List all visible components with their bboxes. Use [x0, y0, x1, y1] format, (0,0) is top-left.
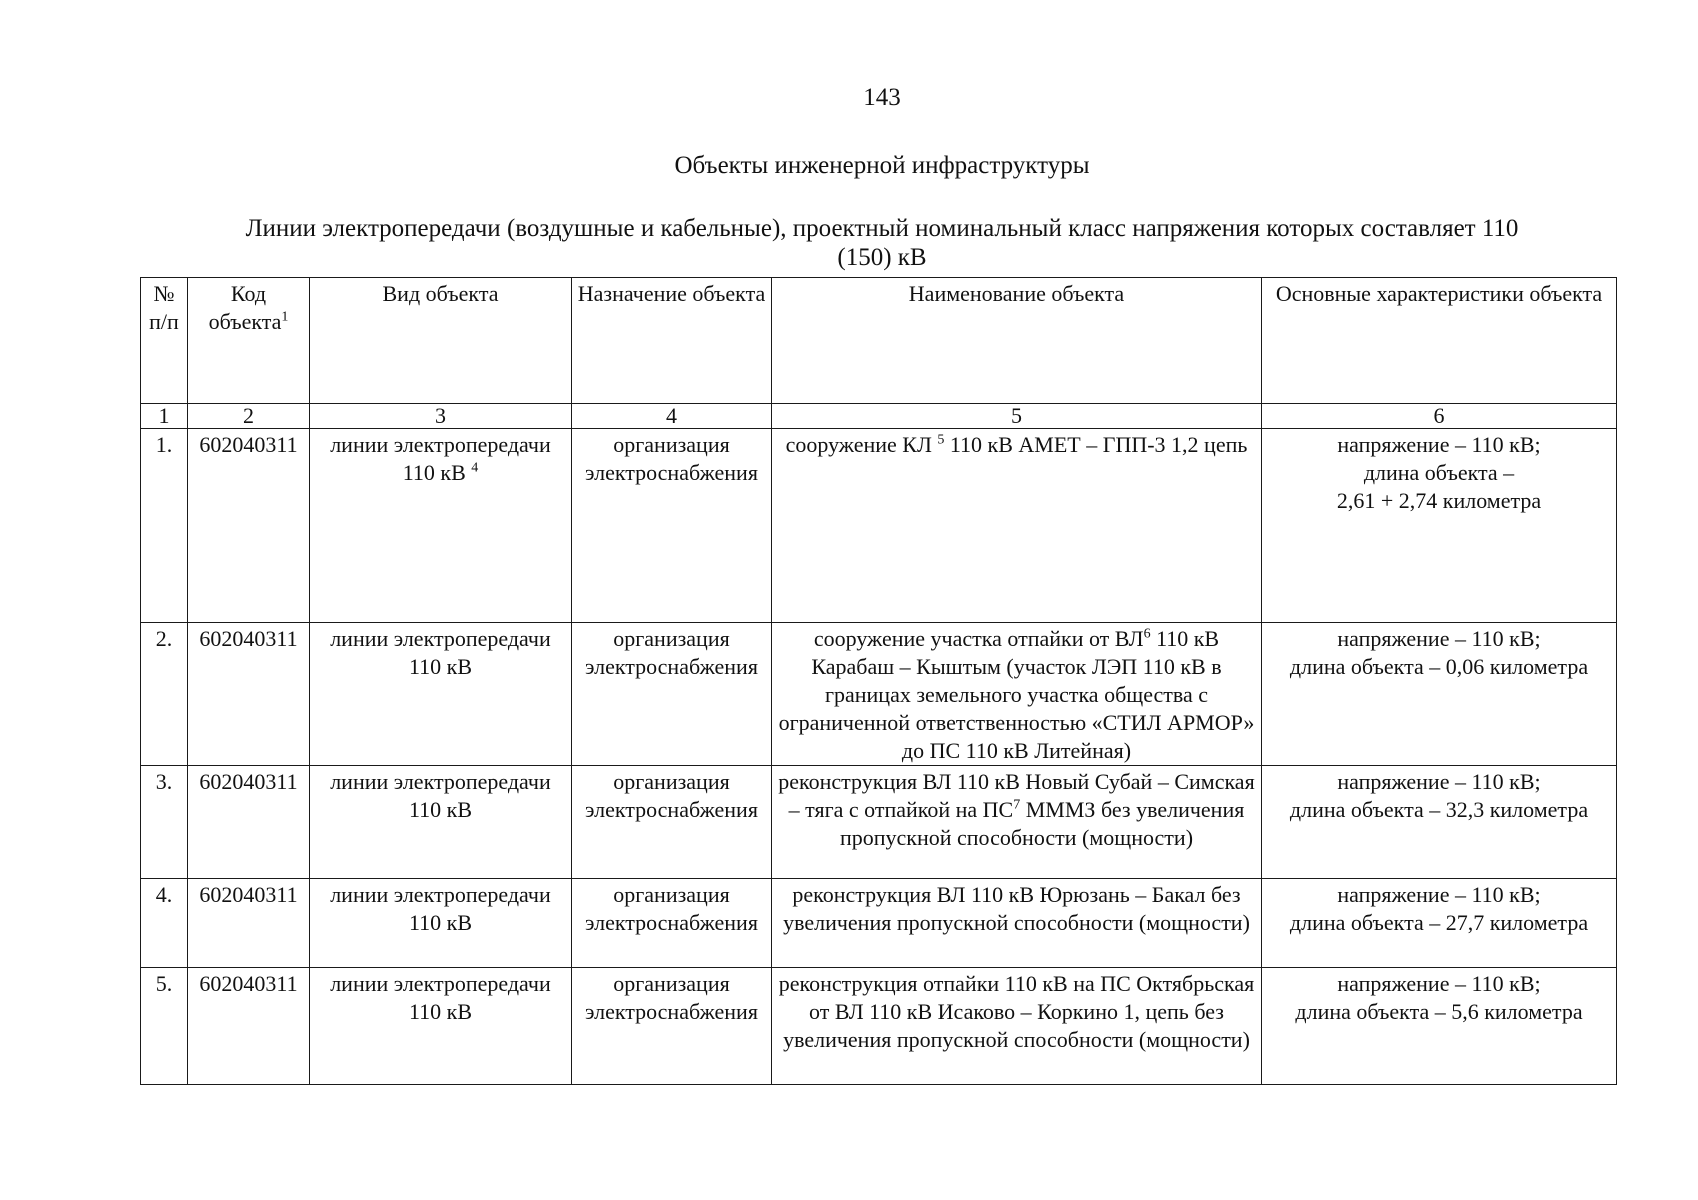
table-row	[141, 429, 1617, 623]
header-type: Вид объекта	[310, 278, 572, 404]
header-purpose: Назначение объекта	[572, 278, 772, 404]
document-title: Объекты инженерной инфраструктуры	[674, 152, 1090, 179]
object-code: 602040311	[188, 879, 310, 968]
object-name: реконструкция ВЛ 110 кВ Юрюзань – Бакал без увеличения пропускной способности (мощности)	[772, 879, 1262, 968]
object-type: линии электропередачи 110 кВ	[310, 623, 572, 766]
object-characteristics	[1262, 429, 1617, 623]
header-characteristics: Основные характеристики объекта	[1262, 278, 1617, 404]
object-name-part: сооружение участка отпайки от ВЛ	[813, 626, 1144, 651]
characteristic-line: длина объекта –	[1363, 460, 1515, 485]
column-numbers-row	[141, 404, 1617, 429]
table-row	[141, 766, 1617, 879]
object-name-part: реконструкция ВЛ 110 кВ Новый Субай – Симская – тяга с отпайкой на ПС	[778, 769, 1255, 822]
object-code: 602040311	[188, 766, 310, 879]
row-number: 1.	[141, 429, 188, 623]
header-code-footnote: 1	[281, 309, 289, 325]
footnote-ref: 5	[937, 432, 945, 448]
row-number: 2.	[141, 623, 188, 766]
objects-table	[140, 277, 1617, 1085]
characteristic-line: длина объекта – 0,06 километра	[1289, 654, 1589, 679]
object-purpose: организация электроснабжения	[572, 968, 772, 1085]
characteristic-line: напряжение – 110 кВ;	[1337, 626, 1541, 651]
object-name-part: сооружение КЛ	[785, 432, 932, 457]
column-number: 1	[141, 404, 188, 429]
object-code: 602040311	[188, 429, 310, 623]
column-number: 6	[1262, 404, 1617, 429]
header-name: Наименование объекта	[772, 278, 1262, 404]
table-row	[141, 879, 1617, 968]
characteristic-line: напряжение – 110 кВ;	[1337, 971, 1541, 996]
column-number: 5	[772, 404, 1262, 429]
object-type: линии электропередачи 110 кВ	[310, 879, 572, 968]
object-purpose: организация электроснабжения	[572, 879, 772, 968]
characteristic-line: напряжение – 110 кВ;	[1337, 769, 1541, 794]
characteristic-line: напряжение – 110 кВ;	[1337, 882, 1541, 907]
characteristic-line: напряжение – 110 кВ;	[1337, 432, 1541, 457]
characteristic-line: 2,61 + 2,74 километра	[1336, 488, 1542, 513]
object-characteristics	[1262, 623, 1617, 766]
object-purpose: организация электроснабжения	[572, 623, 772, 766]
row-number: 5.	[141, 968, 188, 1085]
table-row	[141, 623, 1617, 766]
column-number: 3	[310, 404, 572, 429]
page-number: 143	[863, 84, 901, 111]
object-name-part: 110 кВ Карабаш – Кыштым (участок ЛЭП 110 кВ в границах земельного участка общества с ограниченной ответственностью «СТИЛ АРМОР» до ПС 110 кВ Литейная)	[778, 626, 1255, 763]
footnote-ref: 4	[471, 460, 479, 476]
object-name	[772, 623, 1262, 766]
column-number: 4	[572, 404, 772, 429]
table-title: Линии электропередачи (воздушные и кабельные), проектный номинальный класс напряжения которых составляет 110 (150) кВ	[245, 215, 1519, 271]
footnote-ref: 6	[1143, 626, 1151, 642]
object-purpose: организация электроснабжения	[572, 766, 772, 879]
table-row	[141, 968, 1617, 1085]
object-name-part: 110 кВ АМЕТ – ГПП-3 1,2 цепь	[949, 432, 1248, 457]
footnote-ref: 7	[1013, 797, 1021, 813]
object-name	[772, 429, 1262, 623]
object-type-text: линии электропередачи 110 кВ	[330, 432, 551, 485]
object-name	[772, 766, 1262, 879]
characteristic-line: длина объекта – 5,6 километра	[1295, 999, 1583, 1024]
header-num: № п/п	[141, 278, 188, 404]
object-characteristics	[1262, 766, 1617, 879]
table-header-row	[141, 278, 1617, 404]
characteristic-line: длина объекта – 32,3 километра	[1289, 797, 1589, 822]
row-number: 4.	[141, 879, 188, 968]
object-code: 602040311	[188, 968, 310, 1085]
header-code	[188, 278, 310, 404]
object-purpose: организация электроснабжения	[572, 429, 772, 623]
object-type: линии электропередачи 110 кВ	[310, 968, 572, 1085]
column-number: 2	[188, 404, 310, 429]
object-type	[310, 429, 572, 623]
header-code-text: Код объекта	[208, 281, 282, 334]
object-name-part: МММЗ без увеличения пропускной способности (мощности)	[839, 797, 1245, 850]
object-characteristics	[1262, 879, 1617, 968]
object-type: линии электропередачи 110 кВ	[310, 766, 572, 879]
object-characteristics	[1262, 968, 1617, 1085]
object-code: 602040311	[188, 623, 310, 766]
characteristic-line: длина объекта – 27,7 километра	[1289, 910, 1589, 935]
object-name: реконструкция отпайки 110 кВ на ПС Октябрьская от ВЛ 110 кВ Исаково – Коркино 1, цепь без увеличения пропускной способности (мощности)	[772, 968, 1262, 1085]
row-number: 3.	[141, 766, 188, 879]
